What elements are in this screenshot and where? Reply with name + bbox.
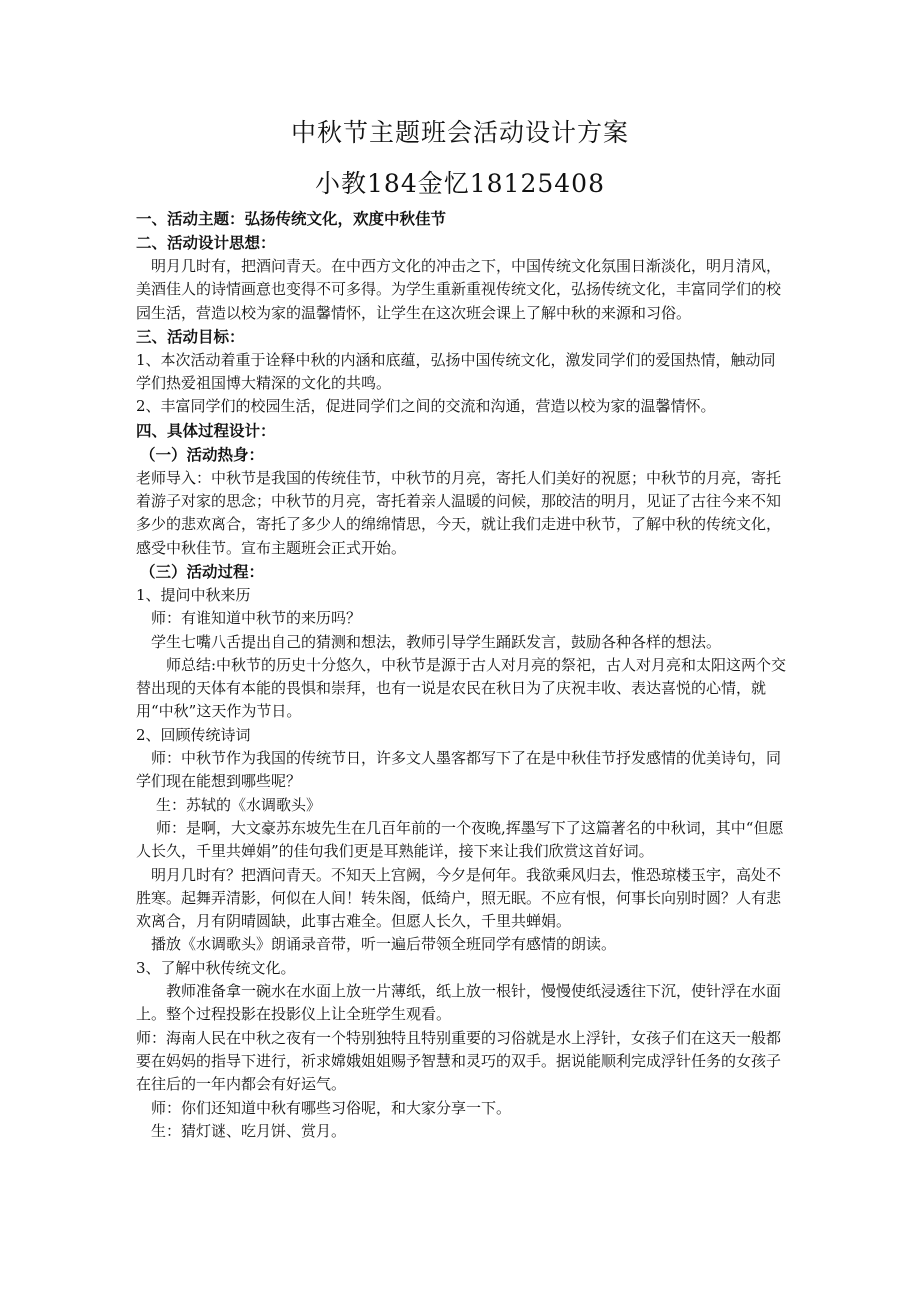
document-title: 中秋节主题班会活动设计方案	[290, 118, 629, 147]
heading-goals: 三、活动目标：	[136, 327, 245, 346]
student-line: 生：猜灯谜、吃月饼、赏月。	[151, 1121, 347, 1140]
step-heading: 1、提问中秋来历	[136, 585, 251, 604]
teacher-line: 师：你们还知道中秋有哪些习俗呢，和大家分享一下。	[151, 1098, 512, 1117]
teacher-line: 师：有谁知道中秋节的来历吗？	[151, 609, 362, 628]
student-line: 学生七嘴八舌提出自己的猜测和想法，教师引导学生踊跃发言，鼓励各种各样的想法。	[151, 632, 722, 651]
heading-design: 二、活动设计思想：	[136, 234, 276, 252]
step-heading: 2、回顾传统诗词	[136, 725, 251, 744]
teacher-line: 师：中秋节作为我国的传统节日，许多文人墨客都写下了在是中秋佳节抒发感情的优美诗句，同学们现在能想到哪些呢？	[136, 749, 782, 791]
teacher-summary: 师总结:中秋节的历史十分悠久，中秋节是源于古人对月亮的祭祀，古人对月亮和太阳这两个交替出现的天体有本能的畏惧和崇拜，也有一说是农民在秋日为了庆祝丰收、表达喜悦的心情，就用“中秋”这天作为节日。	[136, 655, 787, 721]
heading-process: 四、具体过程设计：	[136, 421, 276, 440]
goal-item: 2、丰富同学们的校园生活，促进同学们之间的交流和沟通，营造以校为家的温馨情怀。	[136, 397, 716, 416]
teacher-line: 师：海南人民在中秋之夜有一个特别独特且特别重要的习俗就是水上浮针，女孩子们在这天一般都要在妈妈的指导下进行，祈求嫦娥姐姐赐予智慧和灵巧的双手。据说能顺利完成浮针任务的女孩子在往后的一年内都会有好运气。	[136, 1028, 782, 1094]
paragraph-warmup: 老师导入：中秋节是我国的传统佳节，中秋节的月亮，寄托人们美好的祝愿；中秋节的月亮，寄托着游子对家的思念；中秋节的月亮，寄托着亲人温暖的问候，那皎洁的明月，见证了古往今来不知多少的悲欢离合，寄托了多少人的绵绵情思，今天，就让我们走进中秋节，了解中秋的传统文化，感受中秋佳节。宣布主题班会正式开始。	[136, 468, 782, 557]
paragraph-design: 明月几时有，把酒问青天。在中西方文化的冲击之下，中国传统文化氛围日渐淡化，明月清风，美酒佳人的诗情画意也变得不可多得。为学生重新重视传统文化，弘扬传统文化，丰富同学们的校园生活，营造以校为家的温馨情怀，让学生在这次班会课上了解中秋的来源和习俗。	[136, 257, 782, 322]
author-line: 小教184金忆18125408	[315, 169, 605, 198]
subheading-activity: （三）活动过程：	[140, 562, 265, 581]
student-line: 生：苏轼的《水调歌头》	[156, 795, 322, 814]
goal-item: 1、本次活动着重于诠释中秋的内涵和底蕴，弘扬中国传统文化，激发同学们的爱国热情，触动同学们热爱祖国博大精深的文化的共鸣。	[136, 350, 776, 393]
activity-line: 播放《水调歌头》朗诵录音带，听一遍后带领全班同学有感情的朗读。	[151, 935, 617, 954]
teacher-line: 师：是啊，大文豪苏东坡先生在几百年前的一个夜晚,挥墨写下了这篇著名的中秋词，其中“但愿人长久，千里共婵娟”的佳句我们更是耳熟能详，接下来让我们欣赏这首好词。	[136, 818, 784, 861]
document-body	[136, 207, 790, 1143]
paragraph-demo: 教师准备拿一碗水在水面上放一片薄纸，纸上放一根针，慢慢使纸浸透往下沉，使针浮在水面上。整个过程投影在投影仪上让全班学生观看。	[136, 982, 782, 1024]
step-heading: 3、了解中秋传统文化。	[136, 958, 296, 977]
poem-text: 明月几时有？把酒问青天。不知天上宫阙，今夕是何年。我欲乘风归去，惟恐琼楼玉宇，高处不胜寒。起舞弄清影，何似在人间！转朱阁，低绮户，照无眠。不应有恨，何事长向别时圆？人有悲欢离合，月有阴晴圆缺，此事古难全。但愿人长久，千里共蝉娟。	[136, 865, 782, 931]
subheading-warmup: （一）活动热身：	[140, 445, 265, 464]
heading-theme: 一、活动主题：弘扬传统文化，欢度中秋佳节	[136, 210, 447, 228]
